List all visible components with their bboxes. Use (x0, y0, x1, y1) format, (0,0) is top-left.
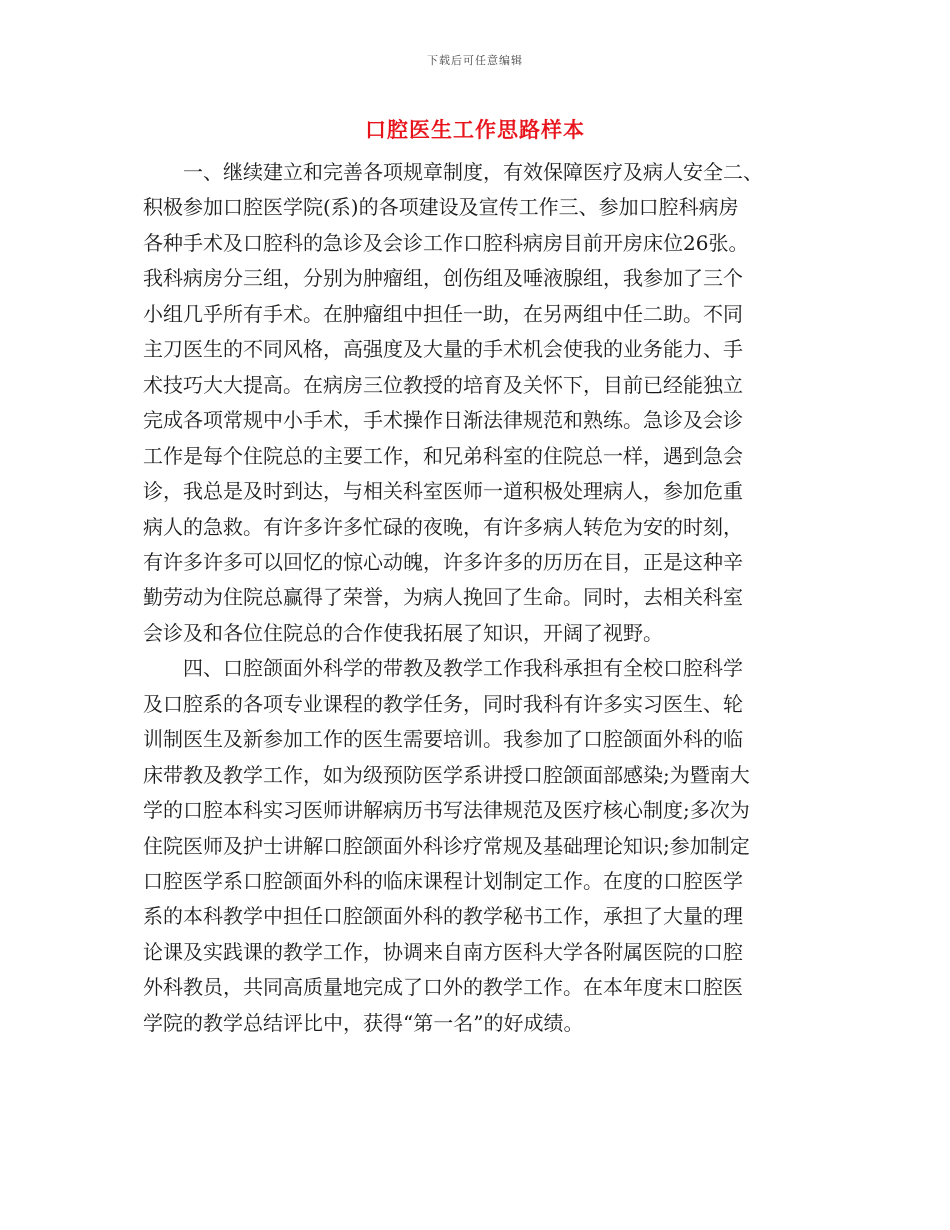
text-line: 四、口腔颌面外科学的带教及教学工作我科承担有全校口腔科学 (183, 656, 743, 681)
text-line: 住院医师及护士讲解口腔颌面外科诊疗常规及基础理论知识;参加制定 (143, 833, 750, 858)
text-line: 会诊及和各位住院总的合作使我拓展了知识，开阔了视野。 (143, 620, 663, 645)
text-line: 床带教及教学工作，如为级预防医学系讲授口腔颌面部感染;为暨南大 (143, 762, 750, 787)
text-line: 学院的教学总结评比中，获得“第一名”的好成绩。 (143, 1010, 584, 1035)
text-line: 有许多许多可以回忆的惊心动魄，许多许多的历历在目，正是这种辛 (143, 549, 743, 574)
text-line: 术技巧大大提高。在病房三位教授的培育及关怀下，目前已经能独立 (143, 372, 743, 397)
text-line: 主刀医生的不同风格，高强度及大量的手术机会使我的业务能力、手 (143, 337, 743, 362)
text-line: 系的本科教学中担任口腔颌面外科的教学秘书工作，承担了大量的理 (143, 904, 743, 929)
text-line: 我科病房分三组，分别为肿瘤组，创伤组及唾液腺组，我参加了三个 (143, 266, 743, 291)
text-line: 勤劳动为住院总赢得了荣誉，为病人挽回了生命。同时，去相关科室 (143, 585, 743, 610)
text-line: 小组几乎所有手术。在肿瘤组中担任一助，在另两组中任二助。不同 (143, 301, 743, 326)
text-line: 学的口腔本科实习医师讲解病历书写法律规范及医疗核心制度;多次为 (143, 798, 750, 823)
header-note: 下载后可任意编辑 (427, 54, 523, 67)
document-title: 口腔医生工作思路样本 (365, 117, 585, 142)
text-line: 完成各项常规中小手术，手术操作日渐法律规范和熟练。急诊及会诊 (143, 408, 743, 433)
text-line: 各种手术及口腔科的急诊及会诊工作口腔科病房目前开房床位26张。 (143, 230, 749, 255)
text-line: 工作是每个住院总的主要工作，和兄弟科室的住院总一样，遇到急会 (143, 443, 743, 468)
text-line: 论课及实践课的教学工作，协调来自南方医科大学各附属医院的口腔 (143, 939, 743, 964)
text-line: 及口腔系的各项专业课程的教学任务，同时我科有许多实习医生、轮 (143, 691, 743, 716)
text-line: 外科教员，共同高质量地完成了口外的教学工作。在本年度末口腔医 (143, 975, 743, 1000)
text-line: 训制医生及新参加工作的医生需要培训。我参加了口腔颌面外科的临 (143, 727, 743, 752)
text-line: 积极参加口腔医学院(系)的各项建设及宣传工作三、参加口腔科病房 (143, 195, 739, 220)
text-line: 诊，我总是及时到达，与相关科室医师一道积极处理病人，参加危重 (143, 479, 743, 504)
text-line: 口腔医学系口腔颌面外科的临床课程计划制定工作。在度的口腔医学 (143, 869, 743, 893)
text-line: 病人的急救。有许多许多忙碌的夜晚，有许多病人转危为安的时刻， (143, 514, 743, 539)
text-line: 一、继续建立和完善各项规章制度，有效保障医疗及病人安全二、 (183, 160, 763, 184)
